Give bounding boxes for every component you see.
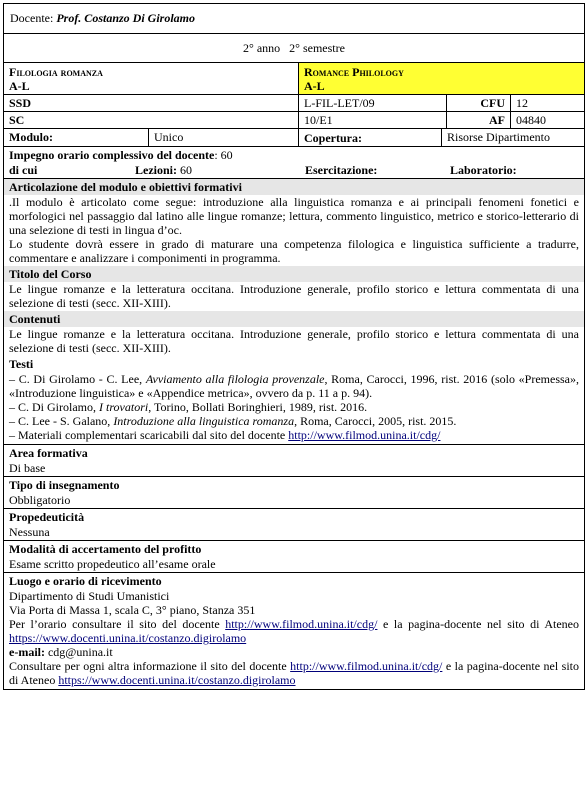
impegno-detail	[4, 163, 584, 178]
modulo-label: Modulo:	[4, 129, 149, 146]
luogo-info: Consultare per ogni altra informazione il sito del docente http://www.filmod.unina.it/cdg/ e la pagina-docente nel sito di Ateneo https://www.docenti.unina.it/costanzo.digirolamo	[9, 659, 580, 687]
copertura-value: Risorse Dipartimento	[447, 130, 550, 144]
contenuti-body	[4, 327, 584, 356]
luogo-title: Luogo e orario di ricevimento	[9, 574, 162, 588]
contenuti-text: Le lingue romanze e la letteratura occitana. Introduzione generale, profilo storico e lettura commentata di una selezione di testi (secc. XII-XIII).	[9, 327, 579, 355]
docente-label: Docente:	[10, 11, 54, 25]
ssd-value: L-FIL-LET/09	[299, 95, 447, 111]
testo-2: – C. Di Girolamo, I trovatori, Torino, Bollati Boringhieri, 1989, rist. 2016.	[9, 400, 368, 414]
contenuti-title: Contenuti	[4, 311, 584, 327]
testo-1: – C. Di Girolamo - C. Lee, Avviamento alla filologia provenzale, Roma, Carocci, 1996, rist. 2016 (solo «Premessa», «Introduzione linguistica» e «Appendice metrica», ovvero da p. 11 a p. 94).	[9, 372, 579, 400]
luogo-body	[4, 589, 584, 689]
modulo-value: Unico	[149, 129, 299, 146]
modalita-title: Modalità di accertamento del profitto	[9, 542, 202, 556]
laboratorio-label: Laboratorio:	[450, 163, 517, 177]
lezioni-label: Lezioni:	[135, 163, 177, 177]
propedeuticita-title: Propedeuticità	[9, 510, 85, 524]
luogo-dipartimento: Dipartimento di Studi Umanistici	[9, 589, 170, 603]
impegno-value: : 60	[214, 148, 233, 162]
luogo-address: Via Porta di Massa 1, scala C, 3° piano, Stanza 351	[9, 603, 256, 617]
sc-value: 10/E1	[299, 112, 447, 128]
impegno-label: Impegno orario complessivo del docente	[9, 148, 215, 162]
docente-cell	[4, 4, 200, 33]
sc-row	[4, 112, 584, 129]
articolazione-title: Articolazione del modulo e obiettivi formativi	[4, 179, 584, 195]
esercitazione-label: Esercitazione:	[305, 163, 378, 177]
titolo-title: Titolo del Corso	[4, 266, 584, 282]
af-value: 04840	[516, 113, 546, 127]
main-content-row	[4, 179, 584, 445]
modalita-row	[4, 541, 584, 573]
course-title-row	[4, 63, 584, 95]
course-it-title: Filologia romanza	[9, 65, 103, 79]
sc-label: SC	[4, 112, 299, 128]
course-en-sub: A-L	[304, 79, 325, 93]
articolazione-p1: .Il modulo è articolato come segue: introduzione alla linguistica romanza e ai principali fenomeni fonetici e morfologici nel passaggio dal latino alle lingue romanze; lettura, commento linguistico, metrico e storico-letterario di una selezione di testi in lingua d’oc.	[9, 195, 579, 237]
docenti-unina-link[interactable]: https://www.docenti.unina.it/costanzo.digirolamo	[58, 673, 296, 687]
titolo-body	[4, 282, 584, 311]
modulo-row	[4, 129, 584, 147]
tipo-title: Tipo di insegnamento	[9, 478, 120, 492]
luogo-orario: Per l’orario consultare il sito del docente http://www.filmod.unina.it/cdg/ e la pagina-docente nel sito di Ateneo https://www.docenti.unina.it/costanzo.digirolamo	[9, 617, 579, 645]
tipo-value: Obbligatorio	[9, 493, 71, 507]
anno-row	[4, 34, 584, 63]
course-en-title: Romance Philology	[304, 65, 404, 79]
course-it-sub: A-L	[9, 79, 30, 93]
articolazione-body	[4, 195, 584, 266]
course-it	[4, 63, 299, 94]
testi-title: Testi	[9, 357, 34, 371]
docente-name: Prof. Costanzo Di Girolamo	[56, 11, 195, 25]
cfu-label: CFU	[447, 95, 511, 111]
course-en	[299, 63, 584, 94]
docenti-unina-link[interactable]: https://www.docenti.unina.it/costanzo.digirolamo	[9, 631, 247, 645]
modalita-value: Esame scritto propedeutico all’esame orale	[9, 557, 216, 571]
impegno-row	[4, 147, 584, 179]
titolo-text: Le lingue romanze e la letteratura occitana. Introduzione generale, profilo storico e lettura commentata di una selezione di testi (secc. XII-XIII).	[9, 282, 579, 310]
af-label: AF	[447, 112, 511, 128]
ssd-row	[4, 95, 584, 112]
testo-4: – Materiali complementari scaricabili dal sito del docente http://www.filmod.unina.it/cdg/	[9, 428, 441, 442]
email-label: e-mail:	[9, 645, 45, 659]
email-line	[9, 645, 579, 659]
articolazione-p2: Lo studente dovrà essere in grado di maturare una competenza filologica e linguistica sufficiente a tradurre, commentare e analizzare i componimenti in programma.	[9, 237, 579, 265]
impegno-line	[4, 147, 584, 163]
luogo-row	[4, 573, 584, 689]
copertura-label: Copertura:	[299, 129, 442, 146]
area-row	[4, 445, 584, 477]
docente-row	[4, 4, 584, 34]
filmod-link[interactable]: http://www.filmod.unina.it/cdg/	[288, 428, 441, 442]
filmod-link[interactable]: http://www.filmod.unina.it/cdg/	[290, 659, 443, 673]
propedeuticita-value: Nessuna	[9, 525, 50, 539]
anno-semestre: 2° anno 2° semestre	[243, 41, 345, 55]
propedeuticita-row	[4, 509, 584, 541]
course-sheet	[3, 3, 585, 690]
area-title: Area formativa	[9, 446, 88, 460]
ssd-label: SSD	[4, 95, 299, 111]
testo-3: – C. Lee - S. Galano, Introduzione alla linguistica romanza, Roma, Carocci, 2005, rist. 2015.	[9, 414, 457, 428]
cfu-value: 12	[516, 96, 528, 110]
testi-body	[4, 372, 584, 444]
area-value: Di base	[9, 461, 46, 475]
tipo-row	[4, 477, 584, 509]
lezioni-value: 60	[177, 163, 192, 177]
email-value: cdg@unina.it	[44, 645, 113, 659]
filmod-link[interactable]: http://www.filmod.unina.it/cdg/	[225, 617, 378, 631]
dicui-label: di cui	[9, 163, 38, 177]
